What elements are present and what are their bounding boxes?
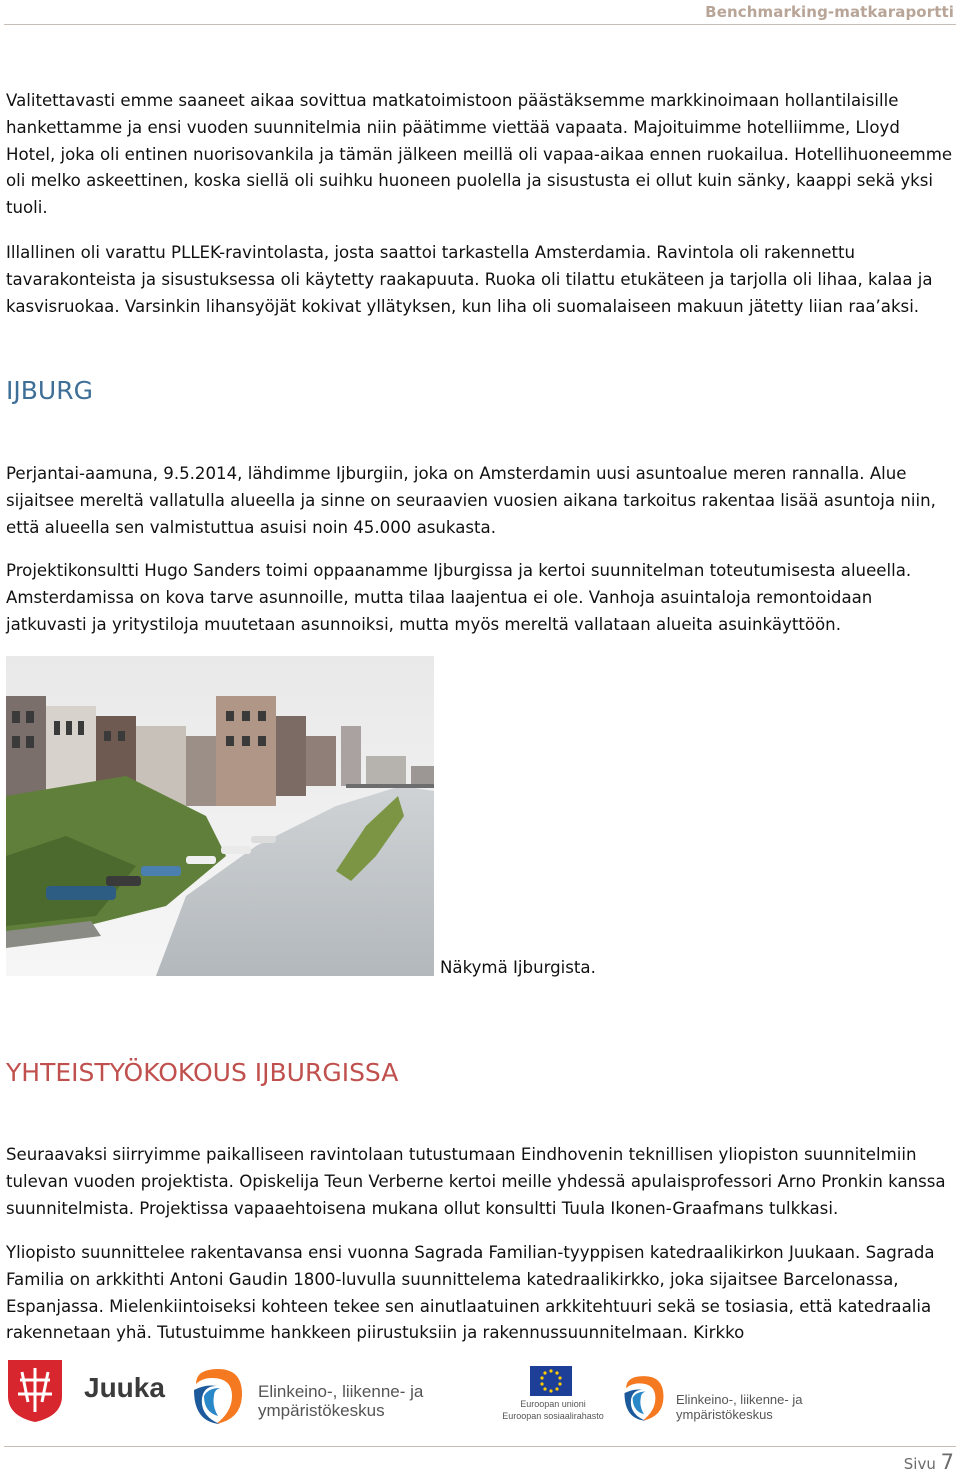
photo-caption: Näkymä Ijburgista. xyxy=(440,958,596,977)
section-heading-ijburg: IJBURG xyxy=(6,376,93,405)
paragraph-university-project: Seuraavaksi siirryimme paikalliseen ravintolaan tutustumaan Eindhovenin teknillisen yliopiston suunnitelmiin tulevan vuoden projektista. Opiskelija Teun Verberne kertoi meille yhdessä apulaisprofessori Arno Pronkin kanssa suunnitelmista. Projektissa vapaaehtoisena mukana ollut konsultti Tuula Ikonen-Graafmans tulkkasi. xyxy=(6,1145,946,1218)
ely-logo-line1: Elinkeino-, liikenne- ja xyxy=(258,1382,424,1401)
page-number xyxy=(904,1450,954,1474)
ely-logo-small-line2: ympäristökeskus xyxy=(676,1407,773,1422)
paragraph-hotel: Valitettavasti emme saaneet aikaa sovittua matkatoimistoon päästäksemme markkinoimaan hollantilaisille hankettamme ja ensi vuoden suunnitelmia niin päätimme viettää vapaata. Majoituimme hotelliimme, Lloyd Hotel, joka oli entinen nuorisovankila ja tämän jälkeen meillä oli vapaa-aikaa ennen ruokailua. Hotellihuoneemme oli melko askeettinen, koska siellä oli suihku huoneen puolella ja sisustusta ei ollut kuin sänky, kaappi sekä yksi tuoli. xyxy=(6,91,953,218)
ijburg-canal-photo xyxy=(6,656,434,976)
ely-logo-line2: ympäristökeskus xyxy=(258,1401,385,1420)
ely-logo-small-line1: Elinkeino-, liikenne- ja xyxy=(676,1392,803,1407)
paragraph-sagrada-familia: Yliopisto suunnittelee rakentavansa ensi vuonna Sagrada Familian-tyyppisen katedraalikirkon Juukaan. Sagrada Familia on arkkithti Antoni Gaudin 1800-luvulla suunnittelema katedraalikirkko, joka sijaitsee Barcelonassa, Espanjassa. Mielenkiintoiseksi kohteen tekee sen ainutlaatuinen arkkitehtuuri sekä se tosiasia, että katedraalia rakennetaan yhä. Tutustuimme hankkeen piirustuksiin ja rakennussuunnitelmaan. Kirkko xyxy=(6,1243,935,1343)
partner-logos xyxy=(0,1352,960,1432)
ely-centre-logo-icon xyxy=(186,1364,250,1428)
header-divider xyxy=(4,24,956,25)
eu-logo-text xyxy=(478,1398,628,1422)
ely-logo-small-text xyxy=(676,1392,802,1422)
page-header xyxy=(0,0,960,26)
juuka-coat-of-arms-icon xyxy=(6,1358,64,1424)
footer-divider xyxy=(4,1446,956,1447)
paragraph-ijburg-intro: Perjantai-aamuna, 9.5.2014, lähdimme Ijburgiin, joka on Amsterdamin uusi asuntoalue meren rannalla. Alue sijaitsee mereltä vallatulla alueella ja sinne on seuraavien vuosien aikana tarkoitus rakentaa lisää asuntoja niin, että alueella sen valmistuttua asuisi noin 45.000 asukasta. xyxy=(6,464,936,537)
section-heading-meeting: YHTEISTYÖKOKOUS IJBURGISSA xyxy=(6,1058,399,1087)
ely-centre-logo-small-icon xyxy=(618,1372,670,1424)
eu-flag-icon xyxy=(530,1366,572,1396)
paragraph-project-consultant: Projektikonsultti Hugo Sanders toimi oppaanamme Ijburgissa ja kertoi suunnitelman toteutumisesta alueella. Amsterdamissa on kova tarve asunnoille, mutta tilaa laajentua ei ole. Vanhoja asuintaloja remontoidaan jatkuvasti ja yritystiloja muutetaan asunnoiksi, mutta myös mereltä vallataan alueita asuinkäyttöön. xyxy=(6,561,912,634)
juuka-logo-text: Juuka xyxy=(84,1372,165,1403)
eu-logo-line1: Euroopan unioni xyxy=(520,1399,586,1409)
report-title: Benchmarking-matkaraportti xyxy=(705,3,954,21)
page-number-value: 7 xyxy=(940,1450,954,1474)
ely-logo-text xyxy=(258,1382,423,1420)
paragraph-dinner: Illallinen oli varattu PLLEK-ravintolasta, josta saattoi tarkastella Amsterdamia. Ravintola oli rakennettu tavarakonteista ja sisustuksessa oli käytetty raakapuuta. Ruoka oli tilattu etukäteen ja tarjolla oli lihaa, kalaa ja kasvisruokaa. Varsinkin lihansyöjät kokivat yllätyksen, kun liha oli suomalaiseen makuun jätetty liian raa’aksi. xyxy=(6,243,933,316)
eu-logo-line2: Euroopan sosiaalirahasto xyxy=(502,1411,604,1421)
page-label: Sivu xyxy=(903,1455,936,1473)
